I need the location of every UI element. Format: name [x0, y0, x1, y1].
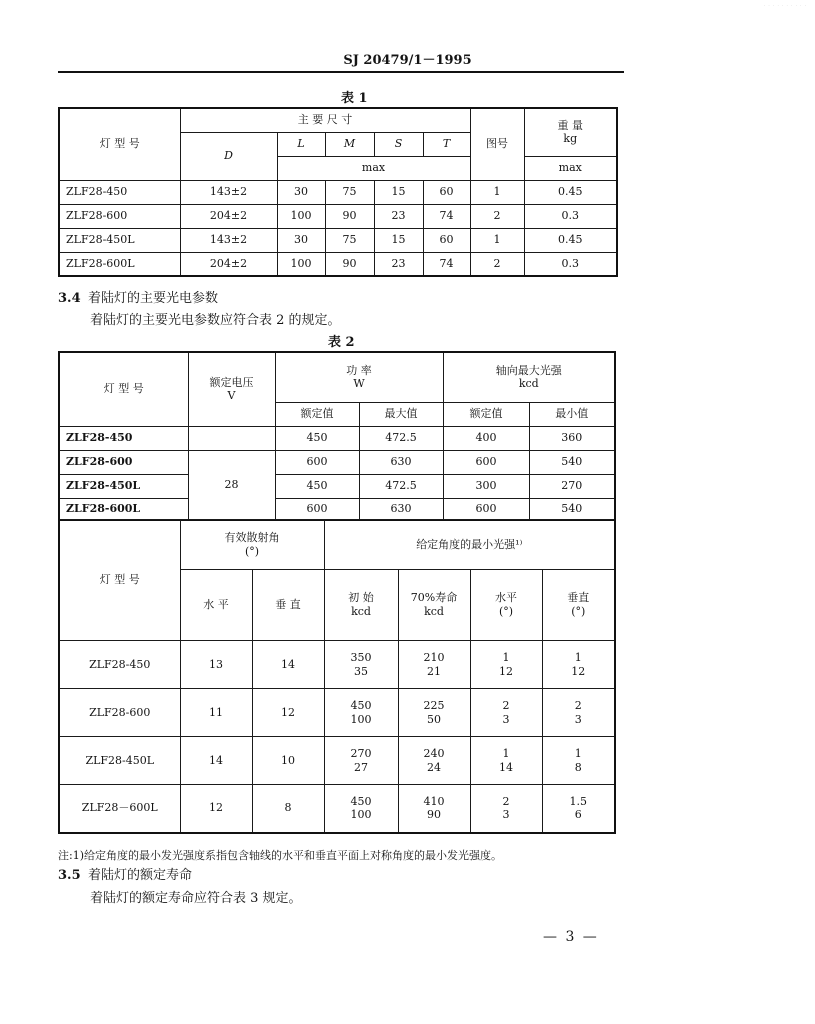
table-row: ZLF28-600 11 12 450 100 225 50 2 3 2 3 [59, 689, 615, 737]
table2-upper [58, 351, 616, 521]
page-number: — 3 — [543, 929, 599, 945]
section-3-5-heading: 3.5 着陆灯的额定寿命 [58, 868, 193, 883]
table-row: ZLF28-450L 450 472.5 300 270 [59, 474, 615, 498]
t2-power-max: 最大值 [359, 402, 443, 426]
scan-corner-mark: · · · · · · · · · · [763, 3, 807, 8]
t3-spread-vertical: 垂 直 [252, 570, 324, 641]
table-row: ZLF28-600L 204±2 100 90 23 74 2 0.3 [59, 252, 617, 276]
table1-caption: 表 1 [341, 91, 368, 106]
table-footnote: 注:1)给定角度的最小发光强度系指包含轴线的水平和垂直平面上对称角度的最小发光强度。 [58, 849, 502, 862]
table-row: ZLF28-450 450 472.5 400 360 [59, 426, 615, 450]
t2-voltage-value: 28 [188, 450, 275, 520]
table-row: ZLF28-450 143±2 30 75 15 60 1 0.45 [59, 180, 617, 204]
table-row: ZLF28-450L 143±2 30 75 15 60 1 0.45 [59, 228, 617, 252]
section-3-5-text: 着陆灯的额定寿命应符合表 3 规定。 [90, 891, 302, 906]
t3-initial: 初 始 kcd [324, 570, 398, 641]
t2-col-model: 灯 型 号 [59, 352, 188, 426]
t3-col-angle-intensity: 给定角度的最小光强¹⁾ [324, 520, 615, 570]
t2-col-power: 功 率 W [275, 352, 443, 402]
section-3-4-text: 着陆灯的主要光电参数应符合表 2 的规定。 [90, 313, 341, 328]
t1-weight-max: max [524, 156, 617, 180]
t2-col-voltage: 额定电压 V [188, 352, 275, 426]
t1-col-L: L [277, 132, 325, 156]
t3-spread-horizontal: 水 平 [180, 570, 252, 641]
t1-col-T: T [423, 132, 470, 156]
table2-lower [58, 519, 616, 834]
table-row: ZLF28-600L 600 630 600 540 [59, 498, 615, 520]
t1-col-weight: 重 量 kg [524, 108, 617, 156]
t2-intensity-rated: 额定值 [443, 402, 529, 426]
table-row: ZLF28-450 13 14 350 35 210 21 1 12 1 12 [59, 641, 615, 689]
t1-col-figure: 图号 [470, 108, 524, 180]
header-rule [58, 71, 624, 73]
t1-col-model: 灯 型 号 [59, 108, 180, 180]
t1-col-S: S [374, 132, 423, 156]
document-code: SJ 20479/1－1995 [343, 53, 472, 68]
table-row: ZLF28－600L 12 8 450 100 410 90 2 3 1.5 6 [59, 785, 615, 833]
table1 [58, 107, 618, 277]
table2-caption: 表 2 [328, 335, 355, 350]
table-row: ZLF28-600 28 600 630 600 540 [59, 450, 615, 474]
t3-life70: 70%寿命 kcd [398, 570, 470, 641]
t1-col-M: M [325, 132, 374, 156]
t2-power-rated: 额定值 [275, 402, 359, 426]
section-3-4-heading: 3.4 着陆灯的主要光电参数 [58, 291, 219, 306]
t3-angle-vertical: 垂直 (°) [542, 570, 615, 641]
t3-angle-horizontal: 水平 (°) [470, 570, 542, 641]
t1-group-dimensions: 主 要 尺 寸 [180, 108, 470, 132]
t2-col-intensity: 轴向最大光强 kcd [443, 352, 615, 402]
t3-col-model: 灯 型 号 [59, 520, 180, 641]
t1-col-D: D [180, 132, 277, 180]
t1-max-label: max [277, 156, 470, 180]
t3-col-spread: 有效散射角 (°) [180, 520, 324, 570]
table-row: ZLF28-450L 14 10 270 27 240 24 1 14 1 8 [59, 737, 615, 785]
t2-intensity-min: 最小值 [529, 402, 615, 426]
table-row: ZLF28-600 204±2 100 90 23 74 2 0.3 [59, 204, 617, 228]
